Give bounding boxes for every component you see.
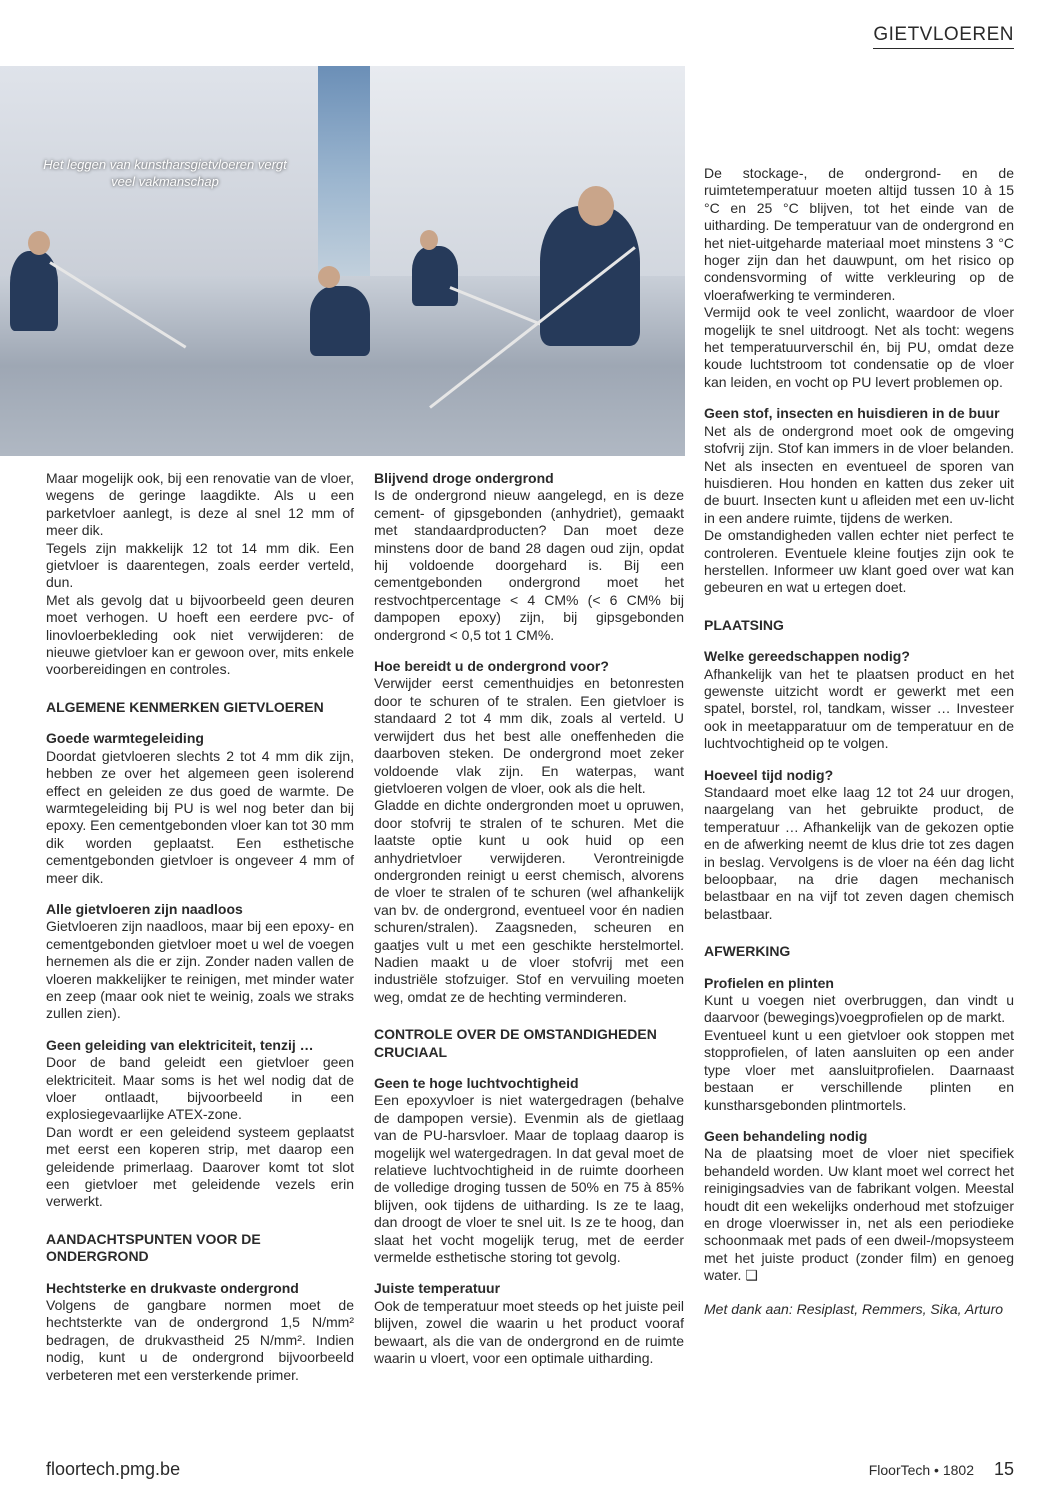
paragraph: Met als gevolg dat u bijvoorbeeld geen deuren moet verhogen. U hoeft een eerdere pvc- of linovloerbekleding ook niet verwijderen: de nieuwe gietvloer kan er gewoon over, mits enkele voorbereidingen en controles. xyxy=(46,591,354,678)
subheading: Alle gietvloeren zijn naadloos xyxy=(46,900,243,917)
subheading: Geen geleiding van elektriciteit, tenzij … xyxy=(46,1036,314,1053)
paragraph: De stockage-, de ondergrond- en de ruimtetemperatuur moeten altijd tussen 10 à 15 °C en 25 °C blijven, tot het einde van de uitharding. De temperatuur van de ondergrond en het niet-uitgeharde materiaal moet minstens 3 °C hoger zijn dan het dauwpunt, om het risico op condensvorming of witte verkleuring op de vloerafwerking te verminderen. xyxy=(704,165,1014,303)
paragraph: De omstandigheden vallen echter niet perfect te controleren. Eventuele kleine foutjes zijn ook te herstellen. Informeer uw klant goed over wat kan gebeuren en wat u ertegen doet. xyxy=(704,527,1014,596)
subheading: Hechtsterke en drukvaste ondergrond xyxy=(46,1279,299,1296)
article-photo xyxy=(0,66,685,456)
subheading: Blijvend droge ondergrond xyxy=(374,470,554,486)
footer-url[interactable]: floortech.pmg.be xyxy=(46,1459,181,1479)
page-number: 15 xyxy=(993,1459,1014,1479)
worker-figure xyxy=(412,246,458,306)
paragraph: Door de band geleidt een gietvloer geen elektriciteit. Maar soms is het wel nodig dat de vloer ontlaadt, bijvoorbeeld in een explosiegevaarlijke ATEX-zone. xyxy=(46,1054,354,1123)
worker-head xyxy=(318,266,340,288)
paragraph: Dan wordt er een geleidend systeem geplaatst met eerst een koperen strip, met daarop een geleidende primerlaag. Daarover komt tot slot een gietvloer met geleidende vezels erin verwerkt. xyxy=(46,1123,354,1210)
subheading: Juiste temperatuur xyxy=(374,1280,501,1297)
paragraph: Afhankelijk van het te plaatsen product en het gewenste uitzicht wordt er gewerkt met een spatel, borstel, rol, tandkam, wisser … Investeer ook in meetapparatuur om de temperatuur en de luchtvochtigheid op te volgen. xyxy=(704,665,1014,752)
worker-figure xyxy=(310,286,370,356)
subheading: Hoeveel tijd nodig? xyxy=(704,766,834,783)
subheading: Welke gereedschappen nodig? xyxy=(704,648,910,665)
paragraph: Tegels zijn makkelijk 12 tot 14 mm dik. Een gietvloer is daarentegen, zoals eerder verteld, dun. xyxy=(46,539,354,591)
paragraph: Eventueel kunt u een gietvloer ook stoppen met stopprofielen, of laten aansluiten op een ander type vloer met aansluitprofielen. Daarnaast bestaan er verschillende plinten en kunstharsgebonden plintmortels. xyxy=(704,1026,1014,1113)
subheading: Geen behandeling nodig xyxy=(704,1127,868,1144)
photo-caption: Het leggen van kunstharsgietvloeren vergt veel vakmanschap xyxy=(43,157,287,189)
section-heading: PLAATSING xyxy=(704,616,784,633)
section-heading: ALGEMENE KENMERKEN GIETVLOEREN xyxy=(46,698,324,715)
section-heading: CONTROLE OVER DE OMSTANDIGHEDEN CRUCIAAL xyxy=(374,1026,657,1060)
section-heading: AANDACHTSPUNTEN VOOR DE ONDERGROND xyxy=(46,1230,261,1265)
worker-figure xyxy=(540,206,640,346)
paragraph: Ook de temperatuur moet steeds op het juiste peil blijven, zowel die waarin u het product vooraf bewaart, als die van de ondergrond en de ruimte waarin u vloert, voor een optimale uitharding. xyxy=(374,1297,684,1367)
photo-window xyxy=(318,66,370,296)
worker-head xyxy=(420,230,438,250)
paragraph: Maar mogelijk ook, bij een renovatie van de vloer, wegens de geringe laagdikte. Als u een parketvloer aanlegt, is deze al snel 12 mm of meer dik. xyxy=(46,470,354,539)
column-3 xyxy=(704,165,1014,1318)
footer-magazine: FloorTech • 1802 xyxy=(868,1462,974,1478)
section-heading: AFWERKING xyxy=(704,943,791,960)
paragraph: Net als de ondergrond moet ook de omgeving stofvrij zijn. Stof kan immers in de vloer belanden. Net als insecten en eventueel de sporen van huisdieren. Hou honden en katten dus zeker uit de buurt. Insecten kunt u afleiden met een uv-licht in een andere ruimte, tijdens de werken. xyxy=(704,422,1014,526)
section-tag: GIETVLOEREN xyxy=(873,24,1014,49)
subheading: Geen te hoge luchtvochtigheid xyxy=(374,1075,579,1091)
column-1 xyxy=(46,470,354,1384)
paragraph: Gietvloeren zijn naadloos, maar bij een epoxy- en cementgebonden gietvloer moet u wel de voegen hernemen als die er zijn. Zonder naden vallen de vloeren makkelijker te reinigen, met minder water en zeep (maar ook niet te weinig, zoals we straks zullen zien). xyxy=(46,918,354,1022)
paragraph: Kunt u voegen niet overbruggen, dan vindt u daarvoor (bewegings)voegprofielen op de markt. xyxy=(704,992,1014,1026)
paragraph: Doordat gietvloeren slechts 2 tot 4 mm dik zijn, hebben ze over het algemeen geen isolerend effect en geleiden ze dus goed de warmte. De warmtegeleiding bij PU is wel nog beter dan bij epoxy. Een cementgebonden vloer kan tot 30 mm dik worden geplaatst. Een esthetische cementgebonden gietvloer is ongeveer 4 mm of meer dik. xyxy=(46,747,354,886)
paragraph: Verwijder eerst cementhuidjes en betonresten door te schuren of te stralen. Een gietvloer is standaard 2 tot 4 mm dik, zoals al verteld. U verwijdert dus het best alle oneffenheden die daarboven steken. De ondergrond moet zeker voldoende vlak zijn. En waterpas, want gietvloeren volgen de vloer, ook als die helt. xyxy=(374,675,684,796)
worker-head xyxy=(28,231,50,255)
worker-head xyxy=(578,186,614,226)
column-2 xyxy=(374,470,684,1368)
paragraph: Standaard moet elke laag 12 tot 24 uur drogen, naargelang van het gebruikte product, de temperatuur … Afhankelijk van de gekozen optie en de afwerking neemt de klus drie tot zes dagen in beslag. Vervolgens is de vloer na één dag licht beloopbaar, na drie dagen mechanisch belastbaar en na vijf tot zeven dagen chemisch belastbaar. xyxy=(704,784,1014,922)
paragraph: Na de plaatsing moet de vloer niet specifiek behandeld worden. Uw klant moet wel correct het reinigingsadvies van de fabrikant volgen. Meestal houdt dit een wekelijks onderhoud met stofzuiger en droge vloerwisser in, net als een periodieke schoonmaak met pads of een dweil-/mopsysteem met het juiste product (zonder film) en genoeg water. ❑ xyxy=(704,1145,1014,1284)
subheading: Geen stof, insecten en huisdieren in de buur xyxy=(704,405,1000,422)
paragraph: Vermijd ook te veel zonlicht, waardoor de vloer mogelijk te snel uitdroogt. Net als tocht: wegens het temperatuurverschil én, bij PU, omdat deze koude luchtstroom tot condensatie op de vloer kan leiden, en vocht op PU levert problemen op. xyxy=(704,304,1014,390)
paragraph: Volgens de gangbare normen moet de hechtsterkte van de ondergrond 1,5 N/mm² bedragen, de drukvastheid 25 N/mm². Indien nodig, kunt u de ondergrond bijvoorbeeld verbeteren met een versterkende primer. xyxy=(46,1297,354,1383)
paragraph: Gladde en dichte ondergronden moet u opruwen, door stofvrij te stralen of te schuren. Met die laatste optie kunt u ook huid op een anhydrietvloer verwijderen. Verontreinigde ondergronden reinigt u eerst chemisch, alvorens de vloer te stralen of te schuren (wel afhankelijk van bv. de ondergrond, eventueel voor én nadien schuren/stralen). Zaagsneden, scheuren en gaatjes vult u met een geschikte herstelmortel. Nadien maakt u de vloer stofvrij met een industriële stofzuiger. Stof en vervuiling moeten weg, omdat ze de hechting verminderen. xyxy=(374,797,684,1005)
subheading: Goede warmtegeleiding xyxy=(46,730,204,747)
paragraph: Is de ondergrond nieuw aangelegd, en is deze cement- of gipsgebonden (anhydriet), gemaakt met standaardproducten? Dan moet deze minstens door de band 28 dagen oud zijn, opdat hij voldoende doorgehard is. Bij een cementgebonden ondergrond moet het restvochtpercentage < 4 CM% (< 6 CM% bij dampopen epoxy) zijn, bij gipsgebonden ondergrond < 0,5 tot 1 CM%. xyxy=(374,487,684,643)
subheading: Hoe bereidt u de ondergrond voor? xyxy=(374,658,609,675)
paragraph: Een epoxyvloer is niet watergedragen (behalve de dampopen versie). Evenmin als de gietlaag van de PU-harsvloer. Maar de toplaag daarop is mogelijk wel watergedragen. In dat geval moet de relatieve luchtvochtigheid in de ruimte doorheen de volledige droging tussen de 50% en 75 à 85% blijven, ook tijdens de uitharding. Is ze te laag, dan droogt de vloer te snel uit. Is ze te hoog, dan slaat het vocht mogelijk terug, met de eerder vermelde esthetische storing tot gevolg. xyxy=(374,1092,684,1266)
credits: Met dank aan: Resiplast, Remmers, Sika, Arturo xyxy=(704,1300,1004,1317)
subheading: Profielen en plinten xyxy=(704,974,834,991)
